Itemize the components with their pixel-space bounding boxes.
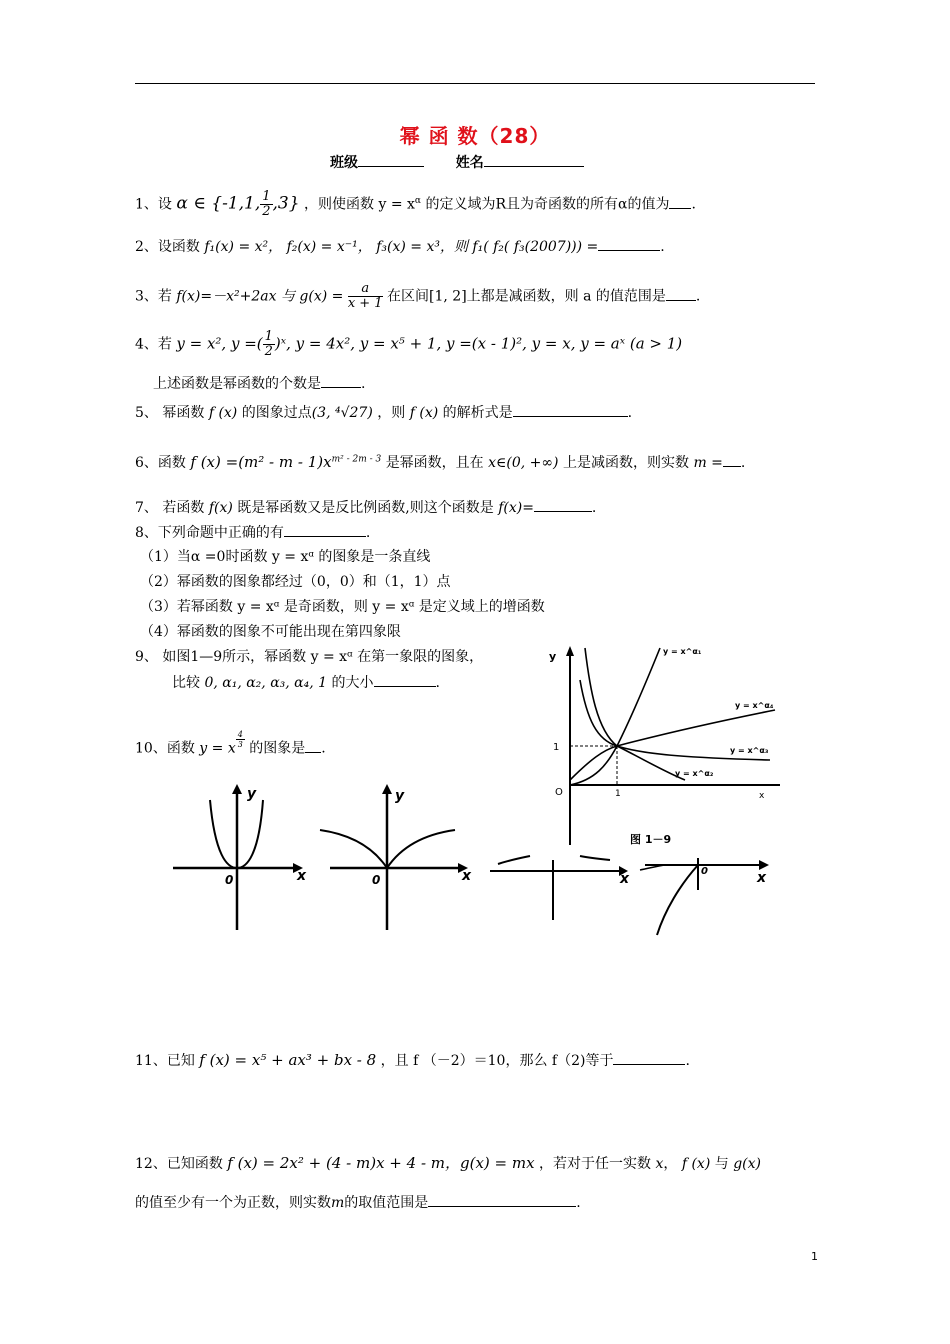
fig19-y-arrow [566, 646, 574, 656]
name-label: 姓名 [455, 155, 484, 171]
question-4-line2: 上述函数是幂函数的个数是 . [153, 376, 366, 392]
fig19-curve-1 [570, 648, 660, 785]
fig19-curve-2 [580, 680, 685, 780]
question-5: 5、 幂函数 f (x) 的图象过点(3, ⁴√27) ，则 f (x) 的解析式是 . [135, 405, 633, 421]
q4-number: 4、若 [135, 336, 172, 353]
q1-text2: 的定义域为R且为奇函数的所有α的值为 [425, 196, 670, 213]
q1-answer-blank[interactable] [669, 196, 691, 209]
q3-answer-blank[interactable] [666, 288, 696, 301]
q12-f: f (x) [681, 1156, 711, 1172]
q11-number: 11、已知 [135, 1053, 195, 1069]
graph-option-a[interactable] [173, 784, 307, 930]
graph-d-o: 0 [701, 866, 708, 877]
question-8: 8、下列命题中正确的有 . [135, 525, 371, 541]
question-12: 12、已知函数 f (x) = 2x² + (4 - m)x + 4 - m，g(x) = mx ，若对于任一实数 x， f (x) 与 g(x) [135, 1154, 761, 1172]
q6-exponent: m² - 2m - 3 [331, 454, 382, 465]
q5-text2: ，则 [377, 405, 406, 421]
q1-text: ，则使函数 y = x [304, 196, 415, 213]
class-name-line [330, 152, 584, 172]
q10-text: 的图象是 [249, 740, 306, 757]
question-1: 1、设 α ∈ {-1,1, $\frac{1}{2}$ ,3} ，则使函数 $y = x^\alpha$ 的定义域为R且为奇函数的所有α的值为 . [135, 189, 696, 219]
q2-f3: f₃(x) = x³，则 [376, 239, 468, 255]
q1-set-end: ,3} [272, 193, 300, 214]
graph-option-d[interactable] [640, 858, 769, 935]
class-label: 班级 [330, 155, 358, 171]
q1-number: 1、设 [135, 196, 172, 213]
q10-number: 10、函数 [135, 740, 195, 757]
q2-answer-blank[interactable] [598, 238, 660, 251]
q4-expr2: )ˣ, y = 4x², y = x⁵ + 1, y =(x - 1)², y = x, y = aˣ (a > 1) [274, 334, 683, 353]
q1-fraction: $\frac{1}{2}$ [262, 189, 271, 219]
q2-number: 2、设函数 [135, 239, 200, 255]
q12-and: 与 [714, 1156, 729, 1172]
q8-item-1: （1）当α =0时函数 y = xᵅ 的图象是一条直线 [140, 549, 431, 565]
graph-a-x: x [297, 868, 307, 884]
q5-f: f (x) [208, 405, 238, 421]
q10-answer-blank[interactable] [305, 740, 321, 753]
question-4 [135, 330, 682, 359]
q7-f: f(x) [208, 500, 233, 516]
q10-exponent: $\frac{4}{3}$ [237, 730, 243, 749]
q6-text: 是幂函数，且在 [385, 455, 484, 471]
fig19-origin: O [555, 787, 563, 798]
question-10: 10、函数 y = x $\frac{4}{3}$ 的图象是 . [135, 730, 326, 757]
fig19-label-a2: y = x^α₂ [675, 769, 714, 778]
q11-expr: f (x) = x⁵ + ax³ + bx - 8 [199, 1051, 377, 1069]
q5-f2: f (x) [409, 405, 439, 421]
q9-answer-blank[interactable] [374, 674, 436, 687]
q3-text: f(x)=－x²+2ax 与 g(x) = [176, 288, 344, 305]
q8-number: 8、下列命题中正确的有 [135, 525, 284, 541]
q3-text2: 在区间[1, 2]上都是减函数，则 a 的值范围是 [387, 288, 666, 305]
q12-text: ，若对于任一实数 [539, 1156, 652, 1172]
q12-line2: 的值至少有一个为正数，则实数 [135, 1195, 331, 1211]
q3-number: 3、若 [135, 288, 172, 305]
q8-answer-blank[interactable] [284, 524, 366, 537]
q7-text: 既是幂函数又是反比例函数,则这个函数是 [237, 500, 494, 516]
q8-item-3: （3）若幂函数 y = xᵅ 是奇函数，则 y = xᵅ 是定义域上的增函数 [140, 599, 545, 615]
q1-set-start: α ∈ {-1,1, [176, 193, 261, 214]
graph-d-x: x [757, 870, 767, 886]
name-blank[interactable] [484, 154, 584, 167]
graph-b-x: x [462, 868, 472, 884]
q10-expr: y = x [199, 740, 236, 757]
graph-a-o: 0 [225, 873, 234, 887]
q12-m: m [331, 1195, 345, 1211]
fig19-y-label: y [549, 650, 557, 663]
question-11: 11、已知 f (x) = x⁵ + ax³ + bx - 8 ，且 f （－2）＝10，那么 f（2)等于 . [135, 1051, 690, 1069]
q5-text3: 的解析式是 [442, 405, 513, 421]
q4-line2: 上述函数是幂函数的个数是 [153, 376, 321, 392]
page-number: 1 [811, 1250, 818, 1263]
fig19-label-a4: y = x^α₄ [735, 701, 774, 710]
page-title: 幂 函 数（28） [399, 124, 551, 148]
graph-option-c[interactable] [490, 856, 630, 920]
fig19-caption: 图 1－9 [630, 833, 672, 846]
graph-c-x: x [620, 871, 630, 887]
q12-x: x [655, 1156, 664, 1172]
q6-text2: 上是减函数，则实数 [562, 455, 689, 471]
q10-graph-options [165, 780, 785, 940]
q12-line2b: 的取值范围是 [344, 1195, 429, 1211]
q12-expr: f (x) = 2x² + (4 - m)x + 4 - m，g(x) = mx [227, 1154, 535, 1172]
graph-option-b[interactable] [320, 784, 472, 930]
q9-size: 的大小 [331, 675, 374, 691]
q7-number: 7、 若函数 [135, 500, 205, 516]
question-2: 2、设函数 f₁(x) = x²， f₂(x) = x⁻¹， f₃(x) = x³，则 f₁( f₂( f₃(2007))) = . [135, 239, 665, 255]
q4-expr: y = x², y =( [176, 334, 263, 353]
fig19-label-a1: y = x^α₁ [663, 647, 702, 656]
q12-answer-blank[interactable] [428, 1194, 576, 1207]
q4-fraction: $\frac{1}{2}$ [264, 329, 273, 359]
fig19-one-x: 1 [615, 789, 621, 799]
q5-number: 5、 幂函数 [135, 405, 205, 421]
q5-answer-blank[interactable] [513, 404, 628, 417]
q7-answer-blank[interactable] [534, 499, 592, 512]
q11-answer-blank[interactable] [613, 1052, 685, 1065]
question-6: 6、函数 f $(x) =(m^2 - m - 1)x^{m^2 - 2m - 3}$ 是幂函数，且在 x∈(0, +∞) 上是减函数，则实数 m = . [135, 453, 746, 471]
class-blank[interactable] [358, 154, 424, 167]
fig19-x-label: x [759, 791, 765, 801]
question-9-line2: 比较 0, α₁, α₂, α₃, α₄, 1 的大小 . [172, 675, 440, 691]
q9-compare: 比较 [172, 675, 200, 691]
q5-point: (3, ⁴√27) [311, 405, 373, 421]
q3-fraction: $\frac{a}{x + 1}$ [347, 281, 383, 311]
q5-text: 的图象过点 [241, 405, 312, 421]
question-9: 9、 如图1—9所示，幂函数 y = xᵅ 在第一象限的图象， [135, 649, 484, 665]
question-12-line2: 的值至少有一个为正数，则实数m的取值范围是 . [135, 1195, 581, 1211]
fig19-one-y: 1 [553, 742, 560, 753]
q9-list: 0, α₁, α₂, α₃, α₄, 1 [204, 675, 328, 691]
q2-f1: f₁(x) = x²， [204, 239, 283, 255]
q6-number: 6、函数 [135, 455, 186, 471]
question-7: 7、 若函数 f(x) 既是幂函数又是反比例函数,则这个函数是 f(x)= . [135, 500, 597, 516]
q12-number: 12、已知函数 [135, 1156, 223, 1172]
q7-f2: f(x)= [498, 500, 534, 516]
question-3: 3、若 f(x)=－x²+2ax 与 g(x) = $\frac{a}{x + 1}$ 在区间[1, 2]上都是减函数，则 a 的值范围是 . [135, 281, 701, 311]
q12-g: g(x) [733, 1156, 761, 1172]
q4-answer-blank[interactable] [321, 375, 361, 388]
q8-item-2: （2）幂函数的图象都经过（0，0）和（1，1）点 [140, 574, 451, 590]
q6-interval: x∈(0, +∞) [488, 455, 559, 471]
q2-expr: f₁( f₂( f₃(2007))) = [472, 239, 599, 255]
q6-m: m = [693, 455, 723, 471]
header-rule [135, 83, 815, 84]
fig19-label-a3: y = x^α₃ [730, 746, 769, 755]
q2-f2: f₂(x) = x⁻¹， [286, 239, 372, 255]
graph-b-y: y [395, 788, 405, 804]
graph-b-o: 0 [372, 873, 381, 887]
q8-item-4: （4）幂函数的图象不可能出现在第四象限 [140, 624, 401, 640]
q6-expr: f (x) =(m² - m - 1)x [190, 453, 332, 471]
q11-text: ，且 f （－2）＝10，那么 f（2)等于 [380, 1053, 614, 1069]
q6-answer-blank[interactable] [723, 454, 741, 467]
graph-a-y: y [247, 786, 257, 802]
